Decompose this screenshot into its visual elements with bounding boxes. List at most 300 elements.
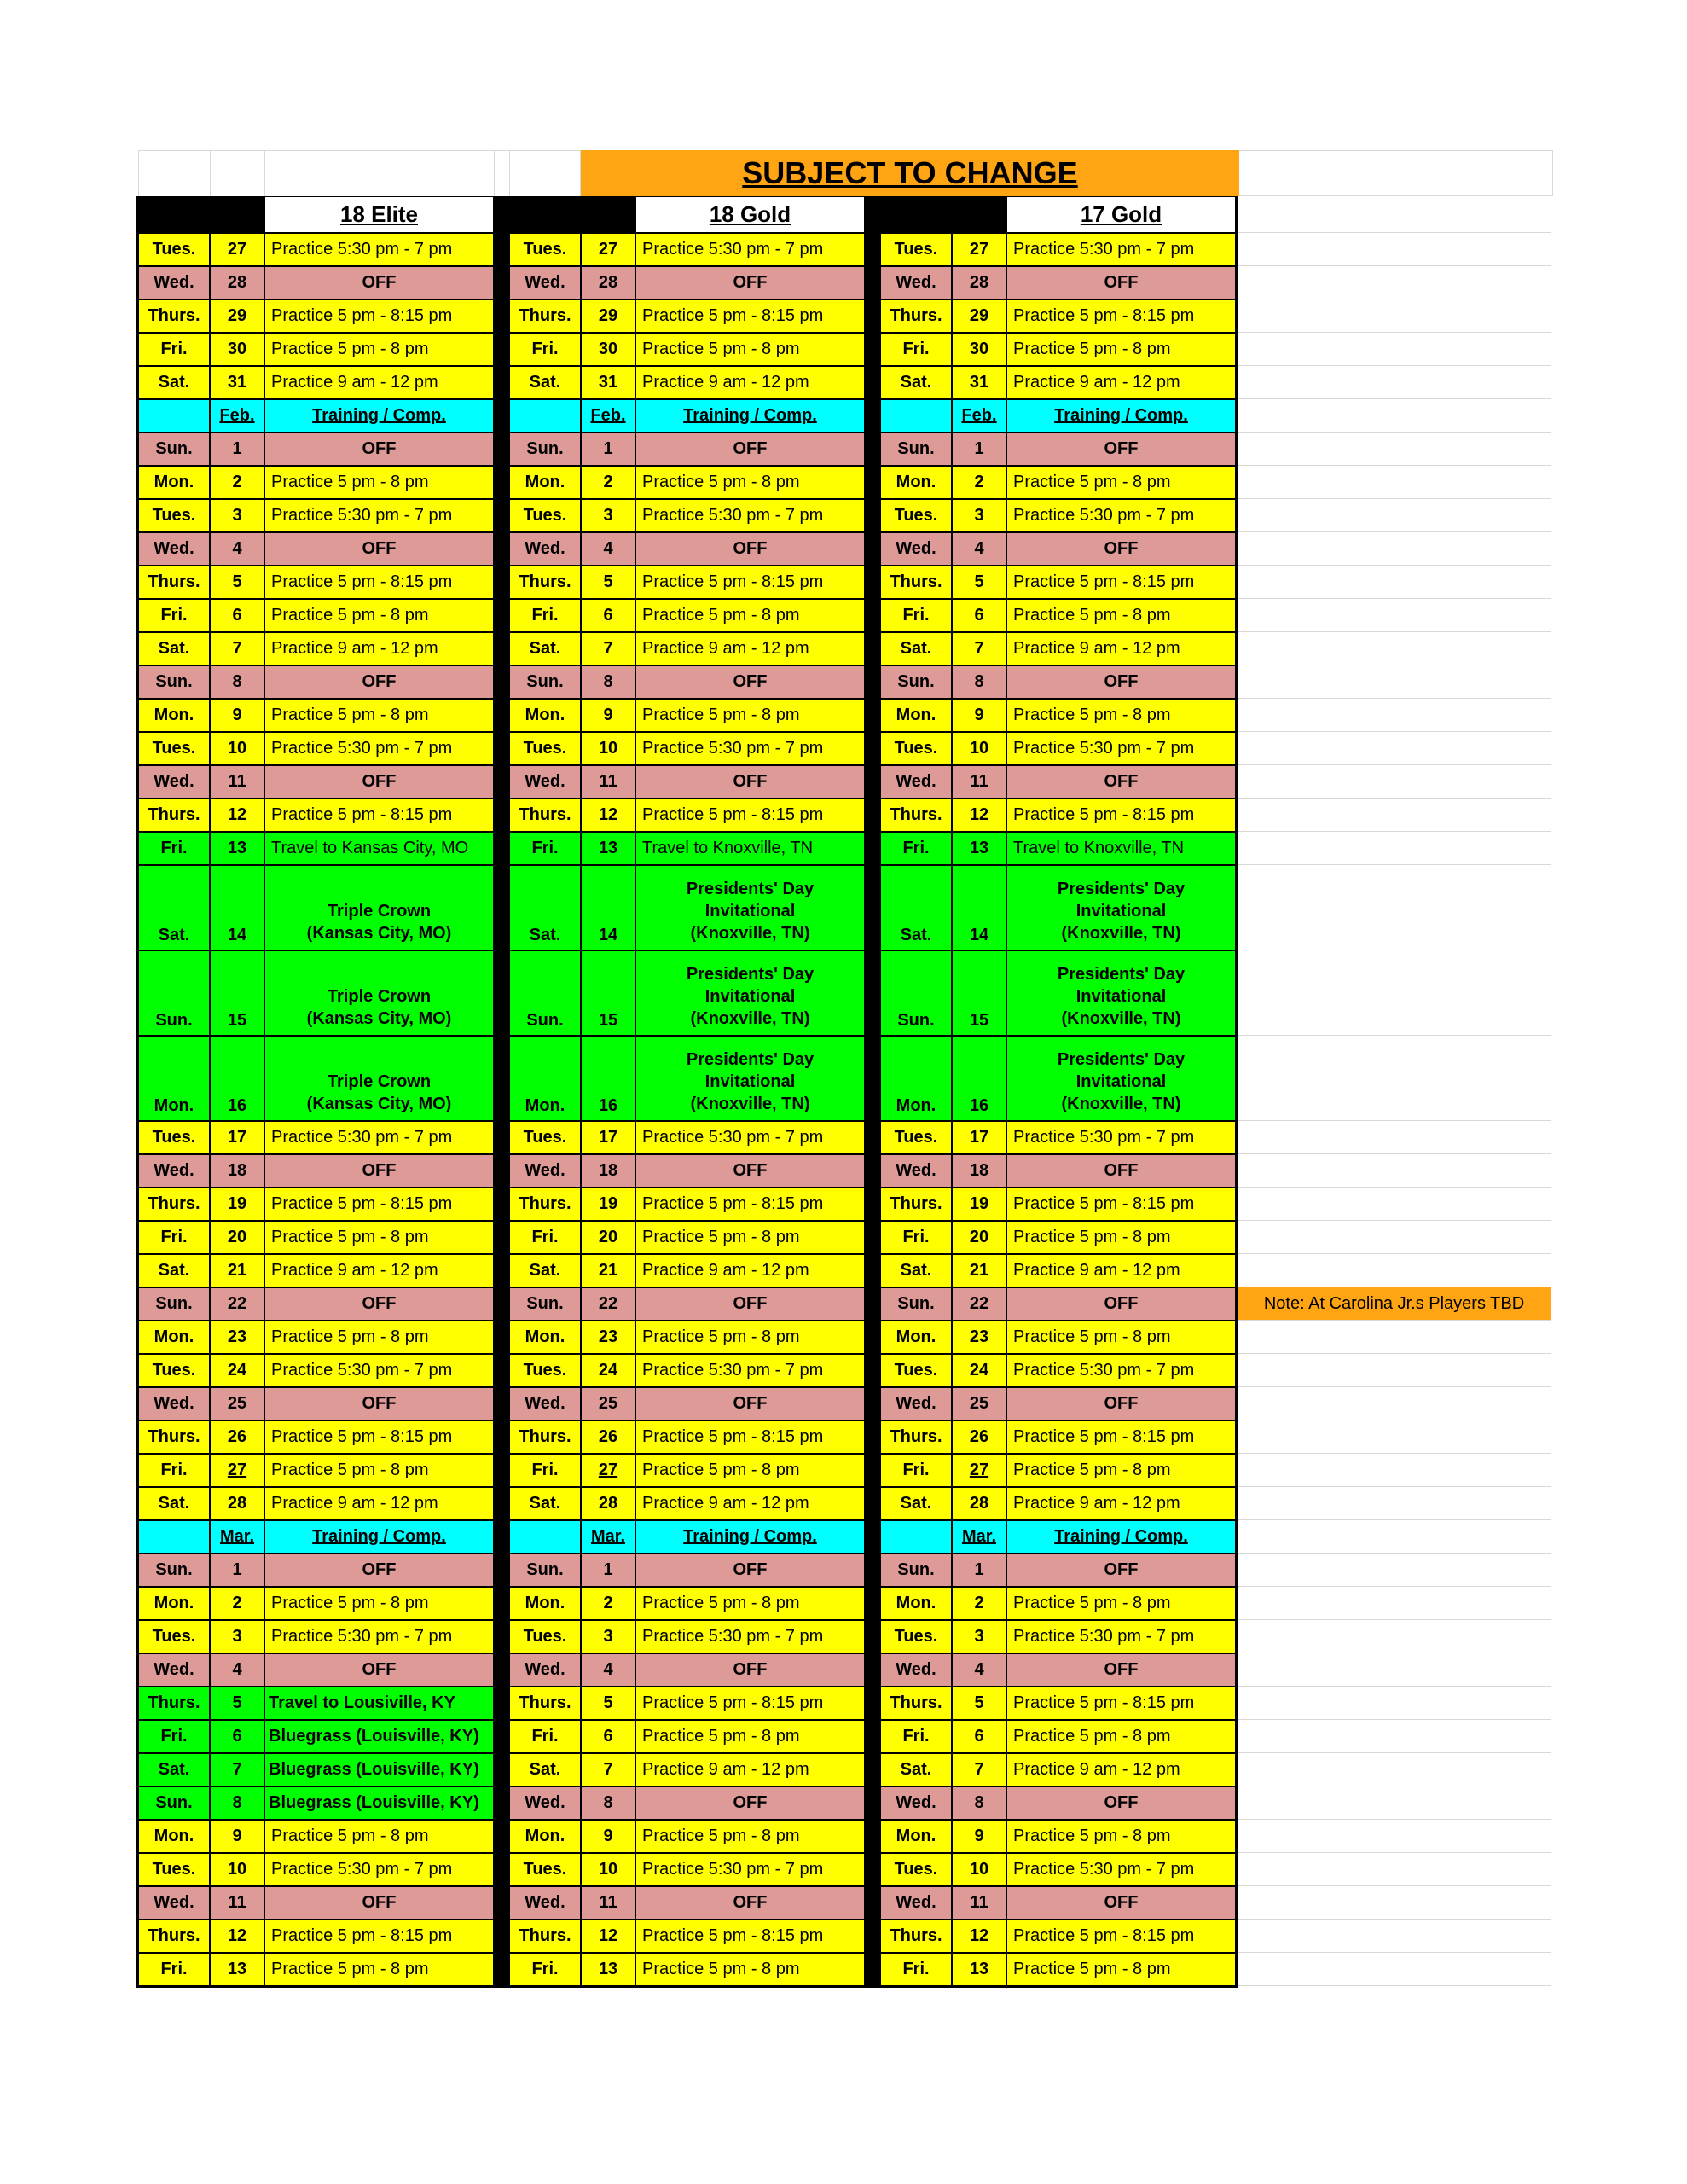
day-cell bbox=[138, 1520, 210, 1554]
desc-cell: Practice 9 am - 12 pm bbox=[1006, 1254, 1236, 1287]
date-cell: 19 bbox=[581, 1188, 635, 1221]
date-cell: 3 bbox=[581, 1620, 635, 1653]
day-cell: Wed. bbox=[509, 1786, 581, 1820]
date-cell: 9 bbox=[581, 1820, 635, 1853]
column-separator bbox=[865, 1387, 880, 1420]
column-separator bbox=[865, 950, 880, 1036]
column-separator bbox=[494, 532, 509, 566]
column-separator bbox=[865, 333, 880, 366]
schedule-row bbox=[138, 1154, 1236, 1188]
column-separator bbox=[494, 799, 509, 832]
schedule-row bbox=[138, 699, 1236, 732]
desc-cell: Training / Comp. bbox=[1006, 1520, 1236, 1554]
schedule-row bbox=[138, 1886, 1236, 1920]
gridline-gutter bbox=[1238, 1221, 1551, 1254]
day-cell: Mon. bbox=[138, 1036, 210, 1121]
column-separator bbox=[494, 665, 509, 699]
day-cell bbox=[138, 399, 210, 433]
schedule-row bbox=[138, 433, 1236, 466]
gridline-gutter bbox=[1238, 765, 1551, 799]
day-cell: Wed. bbox=[880, 1786, 952, 1820]
day-cell: Wed. bbox=[509, 1653, 581, 1687]
desc-cell: Practice 5 pm - 8 pm bbox=[1006, 699, 1236, 732]
day-cell: Sun. bbox=[880, 1554, 952, 1587]
column-separator bbox=[494, 1487, 509, 1520]
desc-cell: Practice 5:30 pm - 7 pm bbox=[635, 1354, 865, 1387]
desc-cell: Practice 5 pm - 8 pm bbox=[635, 1321, 865, 1354]
desc-cell: Practice 5:30 pm - 7 pm bbox=[264, 1853, 494, 1886]
date-cell: Mar. bbox=[952, 1520, 1006, 1554]
date-cell: 21 bbox=[581, 1254, 635, 1287]
date-cell: 11 bbox=[210, 1886, 264, 1920]
date-cell: 26 bbox=[952, 1420, 1006, 1454]
column-separator bbox=[494, 1221, 509, 1254]
date-cell: 22 bbox=[581, 1287, 635, 1321]
column-separator bbox=[494, 1321, 509, 1354]
date-cell: 19 bbox=[952, 1188, 1006, 1221]
desc-cell: OFF bbox=[1006, 266, 1236, 299]
desc-cell: Practice 5:30 pm - 7 pm bbox=[635, 1853, 865, 1886]
day-cell: Mon. bbox=[880, 1036, 952, 1121]
date-cell: 31 bbox=[210, 366, 264, 399]
desc-cell: Practice 5 pm - 8:15 pm bbox=[1006, 1188, 1236, 1221]
gridline-gutter bbox=[1238, 799, 1551, 832]
day-cell: Fri. bbox=[138, 333, 210, 366]
day-cell: Thurs. bbox=[880, 1687, 952, 1720]
column-separator bbox=[865, 466, 880, 499]
date-cell: 13 bbox=[210, 1953, 264, 1986]
day-cell: Tues. bbox=[138, 1121, 210, 1154]
column-separator bbox=[494, 299, 509, 333]
date-cell: 27 bbox=[210, 233, 264, 266]
gridline-gutter bbox=[1238, 196, 1551, 233]
column-separator bbox=[865, 1287, 880, 1321]
day-cell: Thurs. bbox=[880, 799, 952, 832]
date-cell: 10 bbox=[952, 732, 1006, 765]
date-cell: Mar. bbox=[581, 1520, 635, 1554]
column-separator bbox=[865, 1036, 880, 1121]
date-cell: 19 bbox=[210, 1188, 264, 1221]
desc-cell: OFF bbox=[1006, 1154, 1236, 1188]
gridline-gutter bbox=[1238, 1753, 1551, 1786]
day-cell: Mon. bbox=[880, 1321, 952, 1354]
column-separator bbox=[494, 399, 509, 433]
date-cell: 23 bbox=[581, 1321, 635, 1354]
day-cell: Wed. bbox=[880, 1886, 952, 1920]
day-cell: Sat. bbox=[880, 865, 952, 950]
column-separator bbox=[865, 1886, 880, 1920]
date-cell: 25 bbox=[581, 1387, 635, 1420]
date-cell: 23 bbox=[952, 1321, 1006, 1354]
desc-cell: Practice 5 pm - 8:15 pm bbox=[635, 799, 865, 832]
date-cell: 13 bbox=[581, 1953, 635, 1986]
column-separator bbox=[494, 1786, 509, 1820]
schedule-row bbox=[138, 732, 1236, 765]
schedule-row bbox=[138, 1520, 1236, 1554]
day-cell: Mon. bbox=[880, 466, 952, 499]
desc-cell: Travel to Knoxville, TN bbox=[1006, 832, 1236, 865]
column-separator bbox=[865, 266, 880, 299]
desc-cell: OFF bbox=[264, 1653, 494, 1687]
subject-to-change-banner bbox=[581, 150, 1239, 196]
day-cell: Thurs. bbox=[138, 299, 210, 333]
desc-cell: OFF bbox=[635, 1554, 865, 1587]
schedule-row bbox=[138, 299, 1236, 333]
column-separator bbox=[494, 1653, 509, 1687]
desc-cell: Practice 5 pm - 8 pm bbox=[1006, 1221, 1236, 1254]
date-cell: 29 bbox=[952, 299, 1006, 333]
gridline-gutter bbox=[1238, 1687, 1551, 1720]
column-separator bbox=[865, 532, 880, 566]
gridline-gutter bbox=[1238, 1420, 1551, 1454]
date-cell: 11 bbox=[952, 1886, 1006, 1920]
gridline-gutter bbox=[1238, 1387, 1551, 1420]
empty-grid-cell bbox=[509, 150, 581, 196]
date-cell: 28 bbox=[581, 266, 635, 299]
schedule-row bbox=[138, 1720, 1236, 1753]
desc-cell: OFF bbox=[635, 433, 865, 466]
date-cell: 4 bbox=[952, 1653, 1006, 1687]
gridline-gutter bbox=[1238, 599, 1551, 632]
desc-cell: Training / Comp. bbox=[1006, 399, 1236, 433]
date-cell: 15 bbox=[581, 950, 635, 1036]
date-cell: 6 bbox=[210, 1720, 264, 1753]
desc-cell: OFF bbox=[264, 1154, 494, 1188]
column-separator bbox=[865, 665, 880, 699]
day-cell: Mon. bbox=[138, 1820, 210, 1853]
day-cell: Tues. bbox=[880, 1354, 952, 1387]
empty-grid-cell bbox=[264, 150, 494, 196]
gridline-gutter bbox=[1238, 333, 1551, 366]
desc-cell: Practice 9 am - 12 pm bbox=[264, 1487, 494, 1520]
date-cell: 5 bbox=[210, 1687, 264, 1720]
desc-cell: Training / Comp. bbox=[635, 1520, 865, 1554]
schedule-row bbox=[138, 799, 1236, 832]
date-cell: 24 bbox=[581, 1354, 635, 1387]
desc-cell: Practice 5 pm - 8 pm bbox=[635, 1953, 865, 1986]
day-cell: Sun. bbox=[138, 433, 210, 466]
desc-cell: OFF bbox=[264, 433, 494, 466]
desc-cell: Practice 9 am - 12 pm bbox=[1006, 1487, 1236, 1520]
schedule-table bbox=[136, 196, 1525, 1988]
column-separator bbox=[494, 1953, 509, 1986]
team-header-17-gold bbox=[1006, 196, 1236, 233]
desc-cell: Bluegrass (Louisville, KY) bbox=[264, 1720, 494, 1753]
date-cell: 28 bbox=[952, 1487, 1006, 1520]
date-cell: 12 bbox=[581, 799, 635, 832]
day-cell bbox=[880, 399, 952, 433]
day-cell: Fri. bbox=[138, 832, 210, 865]
date-cell: 10 bbox=[210, 1853, 264, 1886]
desc-cell: Practice 5 pm - 8:15 pm bbox=[264, 1420, 494, 1454]
day-cell: Tues. bbox=[509, 1853, 581, 1886]
day-cell: Fri. bbox=[138, 1953, 210, 1986]
desc-cell: Practice 5 pm - 8:15 pm bbox=[635, 1188, 865, 1221]
date-cell: 14 bbox=[952, 865, 1006, 950]
date-cell: 21 bbox=[210, 1254, 264, 1287]
day-cell: Sun. bbox=[509, 950, 581, 1036]
day-cell: Fri. bbox=[138, 1221, 210, 1254]
column-separator bbox=[494, 950, 509, 1036]
date-cell: 9 bbox=[952, 1820, 1006, 1853]
date-cell: 15 bbox=[952, 950, 1006, 1036]
desc-cell: Practice 5:30 pm - 7 pm bbox=[1006, 732, 1236, 765]
event-line: Presidents' Day bbox=[686, 1050, 815, 1069]
schedule-row bbox=[138, 1620, 1236, 1653]
day-cell: Tues. bbox=[509, 1354, 581, 1387]
desc-cell: Practice 5 pm - 8 pm bbox=[264, 1820, 494, 1853]
day-cell: Tues. bbox=[509, 499, 581, 532]
date-cell: 18 bbox=[210, 1154, 264, 1188]
day-cell: Wed. bbox=[509, 1886, 581, 1920]
day-cell: Sun. bbox=[880, 1287, 952, 1321]
desc-cell: Practice 5 pm - 8 pm bbox=[1006, 1454, 1236, 1487]
date-cell: 16 bbox=[210, 1036, 264, 1121]
desc-cell: Practice 5:30 pm - 7 pm bbox=[635, 732, 865, 765]
column-separator bbox=[865, 1620, 880, 1653]
gridline-gutter bbox=[1238, 632, 1551, 665]
gridline-gutter bbox=[1238, 1853, 1551, 1886]
day-cell: Sun. bbox=[138, 665, 210, 699]
day-cell: Thurs. bbox=[880, 566, 952, 599]
date-cell: 7 bbox=[952, 1753, 1006, 1786]
date-cell: 8 bbox=[952, 665, 1006, 699]
column-separator bbox=[865, 1520, 880, 1554]
day-cell: Tues. bbox=[138, 1853, 210, 1886]
column-separator bbox=[865, 832, 880, 865]
gridline-gutter bbox=[1238, 699, 1551, 732]
column-separator bbox=[494, 1420, 509, 1454]
column-separator bbox=[494, 1886, 509, 1920]
desc-cell: Practice 5:30 pm - 7 pm bbox=[1006, 1354, 1236, 1387]
desc-cell: Practice 5 pm - 8 pm bbox=[1006, 1720, 1236, 1753]
date-cell: 2 bbox=[581, 466, 635, 499]
day-cell: Sat. bbox=[880, 366, 952, 399]
column-separator bbox=[494, 599, 509, 632]
desc-cell: Travel to Kansas City, MO bbox=[264, 832, 494, 865]
gridline-gutter bbox=[1238, 1920, 1551, 1953]
day-cell: Mon. bbox=[880, 1587, 952, 1620]
column-separator bbox=[865, 566, 880, 599]
event-line: Triple Crown bbox=[327, 1072, 432, 1091]
desc-cell: OFF bbox=[1006, 765, 1236, 799]
date-cell: 2 bbox=[581, 1587, 635, 1620]
day-cell: Tues. bbox=[880, 1121, 952, 1154]
date-cell: 24 bbox=[952, 1354, 1006, 1387]
schedule-row bbox=[138, 1920, 1236, 1953]
day-cell: Mon. bbox=[138, 699, 210, 732]
desc-cell: Practice 5 pm - 8:15 pm bbox=[264, 799, 494, 832]
desc-cell: Practice 5:30 pm - 7 pm bbox=[1006, 1121, 1236, 1154]
date-cell: 26 bbox=[210, 1420, 264, 1454]
desc-cell: Practice 5 pm - 8 pm bbox=[635, 1720, 865, 1753]
empty-grid-cell bbox=[138, 150, 210, 196]
desc-cell: OFF bbox=[264, 1287, 494, 1321]
day-cell: Fri. bbox=[509, 1454, 581, 1487]
date-cell: 11 bbox=[581, 765, 635, 799]
desc-cell: Practice 5 pm - 8:15 pm bbox=[1006, 566, 1236, 599]
desc-cell: OFF bbox=[635, 1387, 865, 1420]
column-separator bbox=[494, 1687, 509, 1720]
desc-cell: OFF bbox=[1006, 1554, 1236, 1587]
date-cell: 12 bbox=[952, 1920, 1006, 1953]
date-cell: 18 bbox=[581, 1154, 635, 1188]
day-cell: Tues. bbox=[880, 1620, 952, 1653]
desc-cell: Practice 5 pm - 8:15 pm bbox=[264, 566, 494, 599]
schedule-row bbox=[138, 532, 1236, 566]
desc-cell: Practice 5 pm - 8:15 pm bbox=[264, 1920, 494, 1953]
desc-cell: Practice 5 pm - 8 pm bbox=[635, 1587, 865, 1620]
day-cell: Wed. bbox=[509, 532, 581, 566]
day-cell: Wed. bbox=[880, 765, 952, 799]
day-cell: Fri. bbox=[509, 1720, 581, 1753]
gridline-gutter bbox=[1239, 150, 1553, 196]
column-separator bbox=[865, 1587, 880, 1620]
event-line: Triple Crown bbox=[327, 987, 432, 1006]
day-cell: Thurs. bbox=[509, 299, 581, 333]
schedule-row bbox=[138, 1953, 1236, 1986]
desc-cell: OFF bbox=[635, 665, 865, 699]
date-cell: 15 bbox=[210, 950, 264, 1036]
day-cell: Sat. bbox=[138, 632, 210, 665]
desc-cell: OFF bbox=[264, 1554, 494, 1587]
column-separator bbox=[865, 699, 880, 732]
date-cell: 30 bbox=[210, 333, 264, 366]
date-cell: 27 bbox=[952, 1454, 1006, 1487]
date-cell: 1 bbox=[210, 433, 264, 466]
desc-cell: Practice 5 pm - 8 pm bbox=[264, 1454, 494, 1487]
gridline-gutter bbox=[1238, 1354, 1551, 1387]
date-cell: 12 bbox=[210, 1920, 264, 1953]
date-cell: 26 bbox=[581, 1420, 635, 1454]
event-line: (Knoxville, TN) bbox=[690, 1009, 810, 1028]
desc-cell: Practice 9 am - 12 pm bbox=[264, 632, 494, 665]
column-separator bbox=[494, 566, 509, 599]
desc-cell bbox=[635, 1036, 865, 1121]
column-separator bbox=[494, 499, 509, 532]
day-cell: Wed. bbox=[880, 1154, 952, 1188]
column-separator bbox=[494, 333, 509, 366]
column-separator bbox=[494, 433, 509, 466]
schedule-row bbox=[138, 950, 1236, 1036]
desc-cell: Bluegrass (Louisville, KY) bbox=[264, 1753, 494, 1786]
date-cell: 1 bbox=[952, 1554, 1006, 1587]
schedule-row bbox=[138, 1554, 1236, 1587]
date-cell: 17 bbox=[581, 1121, 635, 1154]
schedule-row bbox=[138, 399, 1236, 433]
column-separator bbox=[865, 1321, 880, 1354]
column-separator bbox=[865, 1254, 880, 1287]
schedule-row bbox=[138, 1287, 1525, 1321]
desc-cell: Practice 5:30 pm - 7 pm bbox=[264, 1121, 494, 1154]
desc-cell: Practice 5 pm - 8 pm bbox=[1006, 1321, 1236, 1354]
desc-cell: Practice 5 pm - 8:15 pm bbox=[635, 299, 865, 333]
desc-cell: OFF bbox=[635, 1886, 865, 1920]
schedule-row bbox=[138, 1487, 1236, 1520]
date-cell: 16 bbox=[581, 1036, 635, 1121]
date-cell: 6 bbox=[952, 599, 1006, 632]
date-cell: 28 bbox=[581, 1487, 635, 1520]
desc-cell: Practice 5:30 pm - 7 pm bbox=[1006, 233, 1236, 266]
date-cell: 7 bbox=[581, 632, 635, 665]
date-cell: 29 bbox=[210, 299, 264, 333]
date-cell: 20 bbox=[210, 1221, 264, 1254]
desc-cell: Practice 5:30 pm - 7 pm bbox=[264, 732, 494, 765]
day-cell: Sat. bbox=[509, 1753, 581, 1786]
day-cell: Thurs. bbox=[880, 1188, 952, 1221]
day-cell: Tues. bbox=[138, 1620, 210, 1653]
date-cell: 6 bbox=[581, 1720, 635, 1753]
column-separator bbox=[494, 1620, 509, 1653]
date-cell: 20 bbox=[581, 1221, 635, 1254]
column-separator bbox=[494, 1354, 509, 1387]
column-separator bbox=[865, 732, 880, 765]
desc-cell bbox=[264, 865, 494, 950]
date-cell: 2 bbox=[210, 466, 264, 499]
column-separator bbox=[494, 1853, 509, 1886]
event-line: Invitational bbox=[1075, 987, 1167, 1006]
event-line: (Knoxville, TN) bbox=[1061, 1009, 1181, 1028]
date-cell: 14 bbox=[581, 865, 635, 950]
column-separator bbox=[494, 1454, 509, 1487]
day-cell: Fri. bbox=[880, 599, 952, 632]
schedule-row bbox=[138, 566, 1236, 599]
date-cell: 7 bbox=[210, 632, 264, 665]
day-cell: Tues. bbox=[138, 1354, 210, 1387]
event-line: Invitational bbox=[704, 902, 796, 921]
gridline-gutter bbox=[1238, 1287, 1551, 1321]
desc-cell: Practice 5 pm - 8:15 pm bbox=[1006, 1687, 1236, 1720]
desc-cell: OFF bbox=[1006, 665, 1236, 699]
date-cell: 31 bbox=[581, 366, 635, 399]
date-cell: 13 bbox=[210, 832, 264, 865]
column-separator bbox=[865, 299, 880, 333]
day-cell: Mon. bbox=[509, 699, 581, 732]
gridline-gutter bbox=[1238, 1454, 1551, 1487]
desc-cell: OFF bbox=[264, 532, 494, 566]
day-cell: Wed. bbox=[880, 266, 952, 299]
date-cell: 8 bbox=[210, 1786, 264, 1820]
event-line: (Knoxville, TN) bbox=[1061, 1095, 1181, 1113]
date-cell: 11 bbox=[210, 765, 264, 799]
desc-cell: Practice 5 pm - 8 pm bbox=[635, 1454, 865, 1487]
desc-cell: OFF bbox=[635, 1653, 865, 1687]
date-cell: 9 bbox=[581, 699, 635, 732]
date-cell: 10 bbox=[581, 732, 635, 765]
column-separator bbox=[865, 799, 880, 832]
date-cell: 10 bbox=[952, 1853, 1006, 1886]
day-cell: Sat. bbox=[880, 1254, 952, 1287]
column-separator bbox=[494, 1920, 509, 1953]
team-name: 18 Elite bbox=[339, 201, 419, 227]
column-separator bbox=[865, 1188, 880, 1221]
date-cell: 8 bbox=[581, 665, 635, 699]
day-cell bbox=[880, 1520, 952, 1554]
day-cell: Fri. bbox=[138, 1720, 210, 1753]
date-cell: 13 bbox=[952, 832, 1006, 865]
day-cell: Wed. bbox=[138, 1387, 210, 1420]
schedule-row bbox=[138, 1036, 1236, 1121]
date-cell: 1 bbox=[581, 433, 635, 466]
column-separator bbox=[494, 1121, 509, 1154]
day-cell: Mon. bbox=[880, 1820, 952, 1853]
gridline-gutter bbox=[1238, 950, 1551, 1036]
gridline-gutter bbox=[1238, 1487, 1551, 1520]
day-cell: Mon. bbox=[509, 1036, 581, 1121]
day-cell: Wed. bbox=[138, 765, 210, 799]
desc-cell: Practice 5 pm - 8 pm bbox=[1006, 1820, 1236, 1853]
event-line: Invitational bbox=[704, 1072, 796, 1091]
